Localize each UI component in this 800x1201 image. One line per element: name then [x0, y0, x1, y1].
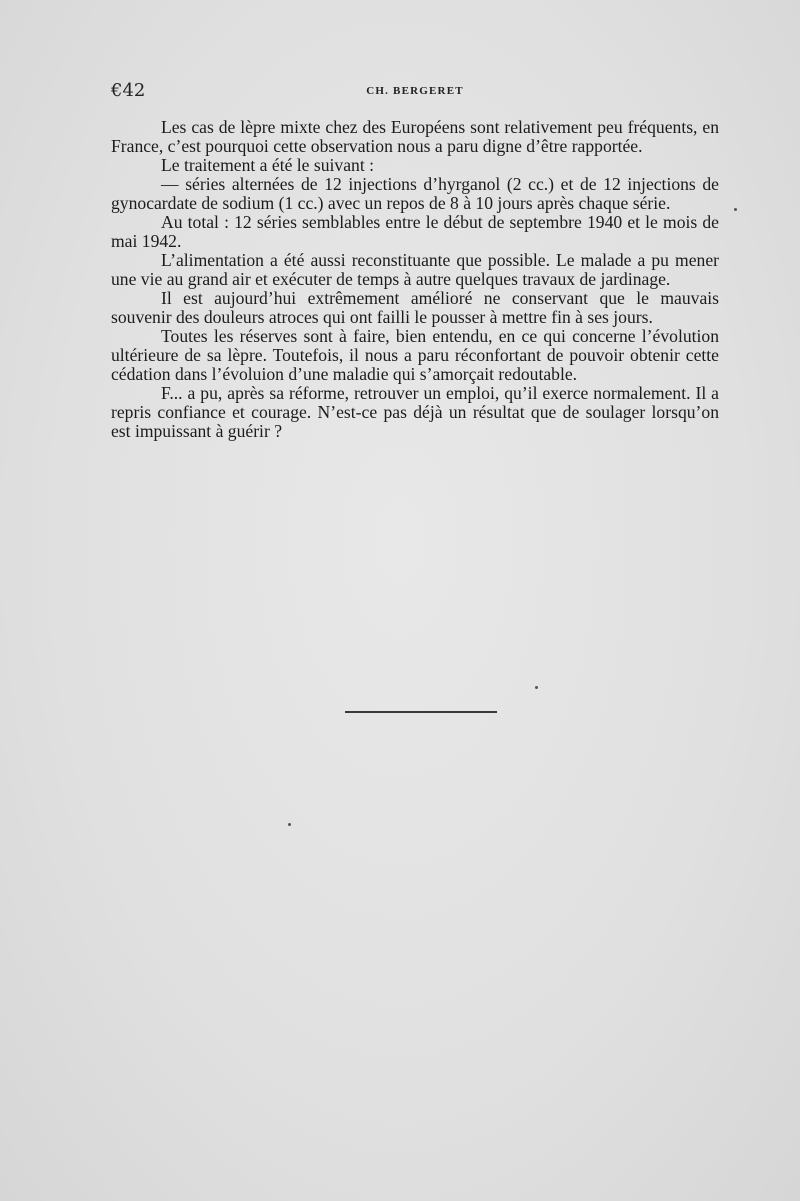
paragraph: L’alimentation a été aussi reconstituante que possible. Le malade a pu mener une vie au grand air et exécuter de temps à autre quelques travaux de jardinage.	[111, 250, 719, 289]
paragraph: — séries alternées de 12 injections d’hyrganol (2 cc.) et de 12 injections de gynocardate de sodium (1 cc.) avec un repos de 8 à 10 jours après chaque série.	[111, 174, 719, 213]
paragraph: Toutes les réserves sont à faire, bien entendu, en ce qui concerne l’évolution ultérieure de sa lèpre. Toutefois, il nous a paru réconfortant de pouvoir obtenir cette cédation dans l’évoluion d’une maladie qui s’amorçait redoutable.	[111, 326, 719, 384]
page-number: €42	[111, 80, 146, 101]
paragraph: Les cas de lèpre mixte chez des Européens sont relativement peu fréquents, en France, c’est pourquoi cette observation nous a paru digne d’être rapportée.	[111, 117, 719, 156]
running-head: CH. BERGERET	[366, 85, 464, 97]
page-header	[111, 80, 719, 104]
speck-mark	[288, 823, 291, 826]
paragraph: Il est aujourd’hui extrêmement amélioré ne conservant que le mauvais souvenir des douleurs atroces qui ont failli le pousser à mettre fin à ses jours.	[111, 288, 719, 327]
speck-mark	[734, 208, 737, 211]
article-body	[111, 118, 719, 441]
end-rule	[345, 711, 497, 713]
paragraph: Le traitement a été le suivant :	[161, 155, 374, 175]
paragraph: Au total : 12 séries semblables entre le début de septembre 1940 et le mois de mai 1942.	[111, 212, 719, 251]
speck-mark	[535, 686, 538, 689]
paragraph: F... a pu, après sa réforme, retrouver un emploi, qu’il exerce normalement. Il a repris confiance et courage. N’est-ce pas déjà un résultat que de soulager lorsqu’on est impuissant à guérir ?	[111, 383, 719, 441]
